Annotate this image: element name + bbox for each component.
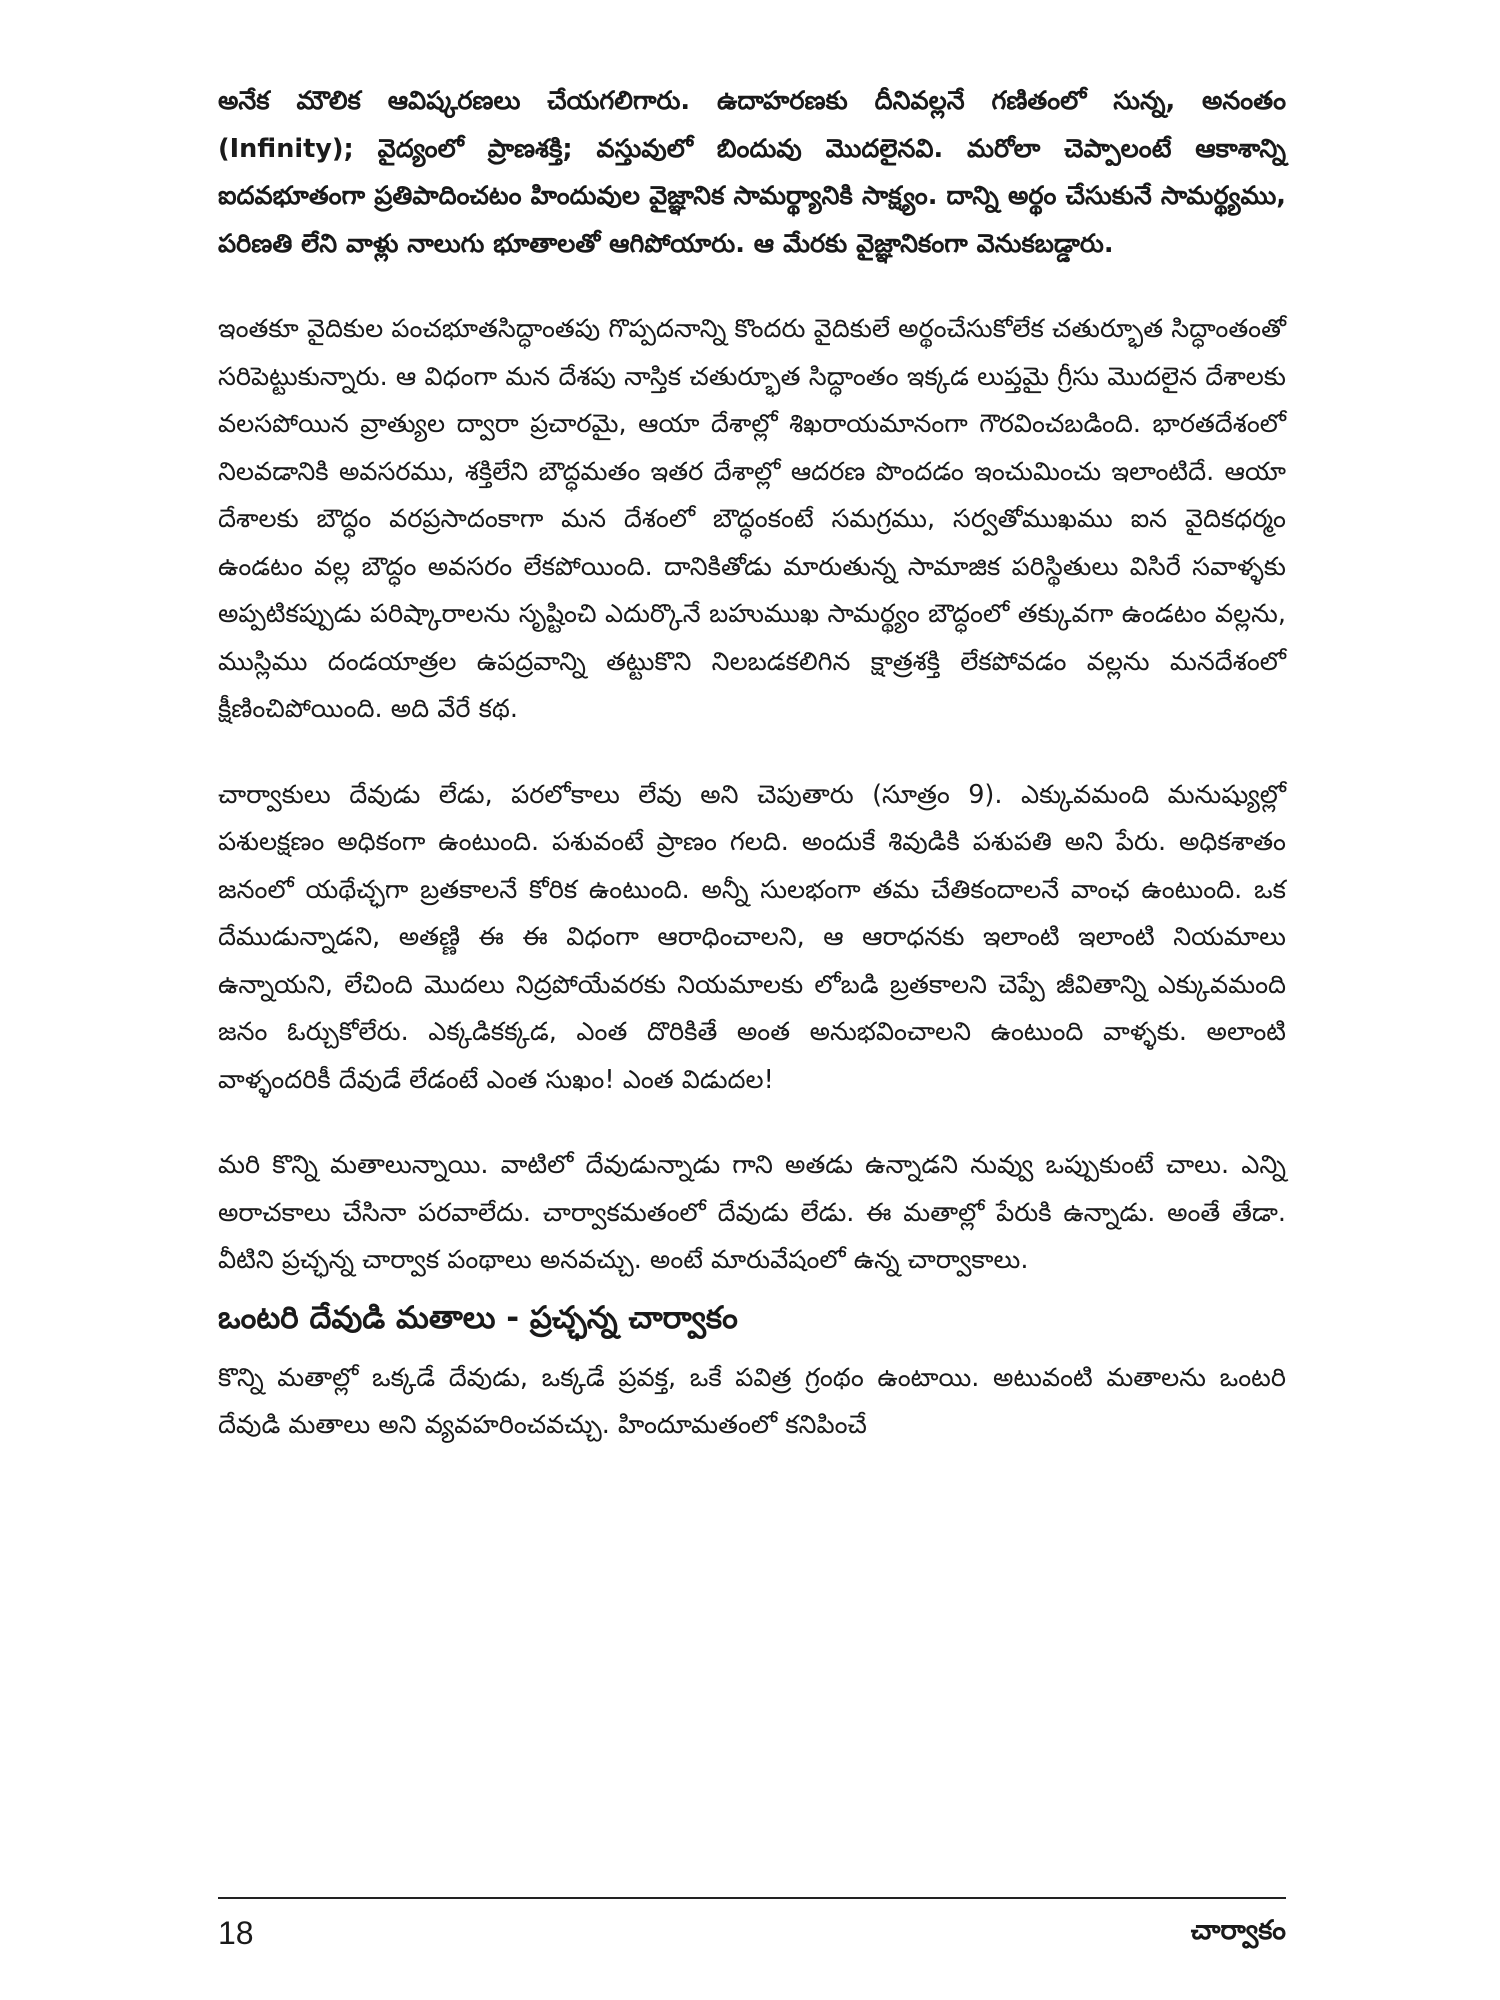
paragraph-4: మరి కొన్ని మతాలున్నాయి. వాటిలో దేవుడున్నాడు గాని అతడు ఉన్నాడని నువ్వు ఒప్పుకుంటే చాలు. ఎన్ని అరాచకాలు చేసినా పరవాలేదు. చార్వాకమతంలో దేవుడు లేడు. ఈ మతాల్లో పేరుకి ఉన్నాడు. అంతే తేడా. వీటిని ప్రచ్ఛన్న చార్వాక పంథాలు అనవచ్చు. అంటే మారువేషంలో ఉన్న చార్వాకాలు.	[218, 1150, 1286, 1275]
book-title: చార్వాకం	[1190, 1915, 1286, 1946]
page-content	[218, 78, 1286, 1450]
paragraph-5: కొన్ని మతాల్లో ఒక్కడే దేవుడు, ఒక్కడే ప్రవక్త, ఒకే పవిత్ర గ్రంథం ఉంటాయి. అటువంటి మతాలను ఒంటరి దేవుడి మతాలు అని వ్యవహరించవచ్చు. హిందూమతంలో కనిపించే	[218, 1362, 1286, 1440]
section-heading: ఒంటరి దేవుడి మతాలు - ప్రచ్ఛన్న చార్వాకం	[218, 1299, 738, 1336]
paragraph-3: చార్వాకులు దేవుడు లేడు, పరలోకాలు లేవు అని చెపుతారు (సూత్రం 9). ఎక్కువమంది మనుష్యుల్లో పశులక్షణం అధికంగా ఉంటుంది. పశువంటే ప్రాణం గలది. అందుకే శివుడికి పశుపతి అని పేరు. అధికశాతం జనంలో యథేచ్ఛగా బ్రతకాలనే కోరిక ఉంటుంది. అన్నీ సులభంగా తమ చేతికందాలనే వాంఛ ఉంటుంది. ఒక దేముడున్నాడని, అతణ్ణి ఈ ఈ విధంగా ఆరాధించాలని, ఆ ఆరాధనకు ఇలాంటి ఇలాంటి నియమాలు ఉన్నాయని, లేచింది మొదలు నిద్రపోయేవరకు నియమాలకు లోబడి బ్రతకాలని చెప్పే జీవితాన్ని ఎక్కువమంది జనం ఓర్చుకోలేరు. ఎక్కడికక్కడ, ఎంత దొరికితే అంత అనుభవించాలని ఉంటుంది వాళ్ళకు. అలాంటి వాళ్ళందరికీ దేవుడే లేడంటే ఎంత సుఖం! ఎంత విడుదల!	[218, 779, 1286, 1095]
page-number: 18	[218, 1915, 254, 1951]
paragraph-2: ఇంతకూ వైదికుల పంచభూతసిద్ధాంతపు గొప్పదనాన్ని కొందరు వైదికులే అర్థంచేసుకోలేక చతుర్భూత సిద్ధాంతంతో సరిపెట్టుకున్నారు. ఆ విధంగా మన దేశపు నాస్తిక చతుర్భూత సిద్ధాంతం ఇక్కడ లుప్తమై గ్రీసు మొదలైన దేశాలకు వలసపోయిన వ్రాత్యుల ద్వారా ప్రచారమై, ఆయా దేశాల్లో శిఖరాయమానంగా గౌరవించబడింది. భారతదేశంలో నిలవడానికి అవసరము, శక్తిలేని బౌద్ధమతం ఇతర దేశాల్లో ఆదరణ పొందడం ఇంచుమించు ఇలాంటిదే. ఆయా దేశాలకు బౌద్ధం వరప్రసాదంకాగా మన దేశంలో బౌద్ధంకంటే సమగ్రము, సర్వతోముఖము ఐన వైదికధర్మం ఉండటం వల్ల బౌద్ధం అవసరం లేకపోయింది. దానికితోడు మారుతున్న సామాజిక పరిస్థితులు విసిరే సవాళ్ళకు అప్పటికప్పుడు పరిష్కారాలను సృష్టించి ఎదుర్కొనే బహుముఖ సామర్థ్యం బౌద్ధంలో తక్కువగా ఉండటం వల్లను, ముస్లిము దండయాత్రల ఉపద్రవాన్ని తట్టుకొని నిలబడకలిగిన క్షాత్రశక్తి లేకపోవడం వల్లను మనదేశంలో క్షీణించిపోయింది. అది వేరే కథ.	[218, 314, 1286, 724]
footer-divider	[218, 1897, 1286, 1899]
paragraph-1: అనేక మౌలిక ఆవిష్కరణలు చేయగలిగారు. ఉదాహరణకు దీనివల్లనే గణితంలో సున్న, అనంతం (Infinity); వైద్యంలో ప్రాణశక్తి; వస్తువులో బిందువు మొదలైనవి. మరోలా చెప్పాలంటే ఆకాశాన్ని ఐదవభూతంగా ప్రతిపాదించటం హిందువుల వైజ్ఞానిక సామర్థ్యానికి సాక్ష్యం. దాన్ని అర్థం చేసుకునే సామర్థ్యము, పరిణతి లేని వాళ్లు నాలుగు భూతాలతో ఆగిపోయారు. ఆ మేరకు వైజ్ఞానికంగా వెనుకబడ్డారు.	[218, 86, 1286, 259]
